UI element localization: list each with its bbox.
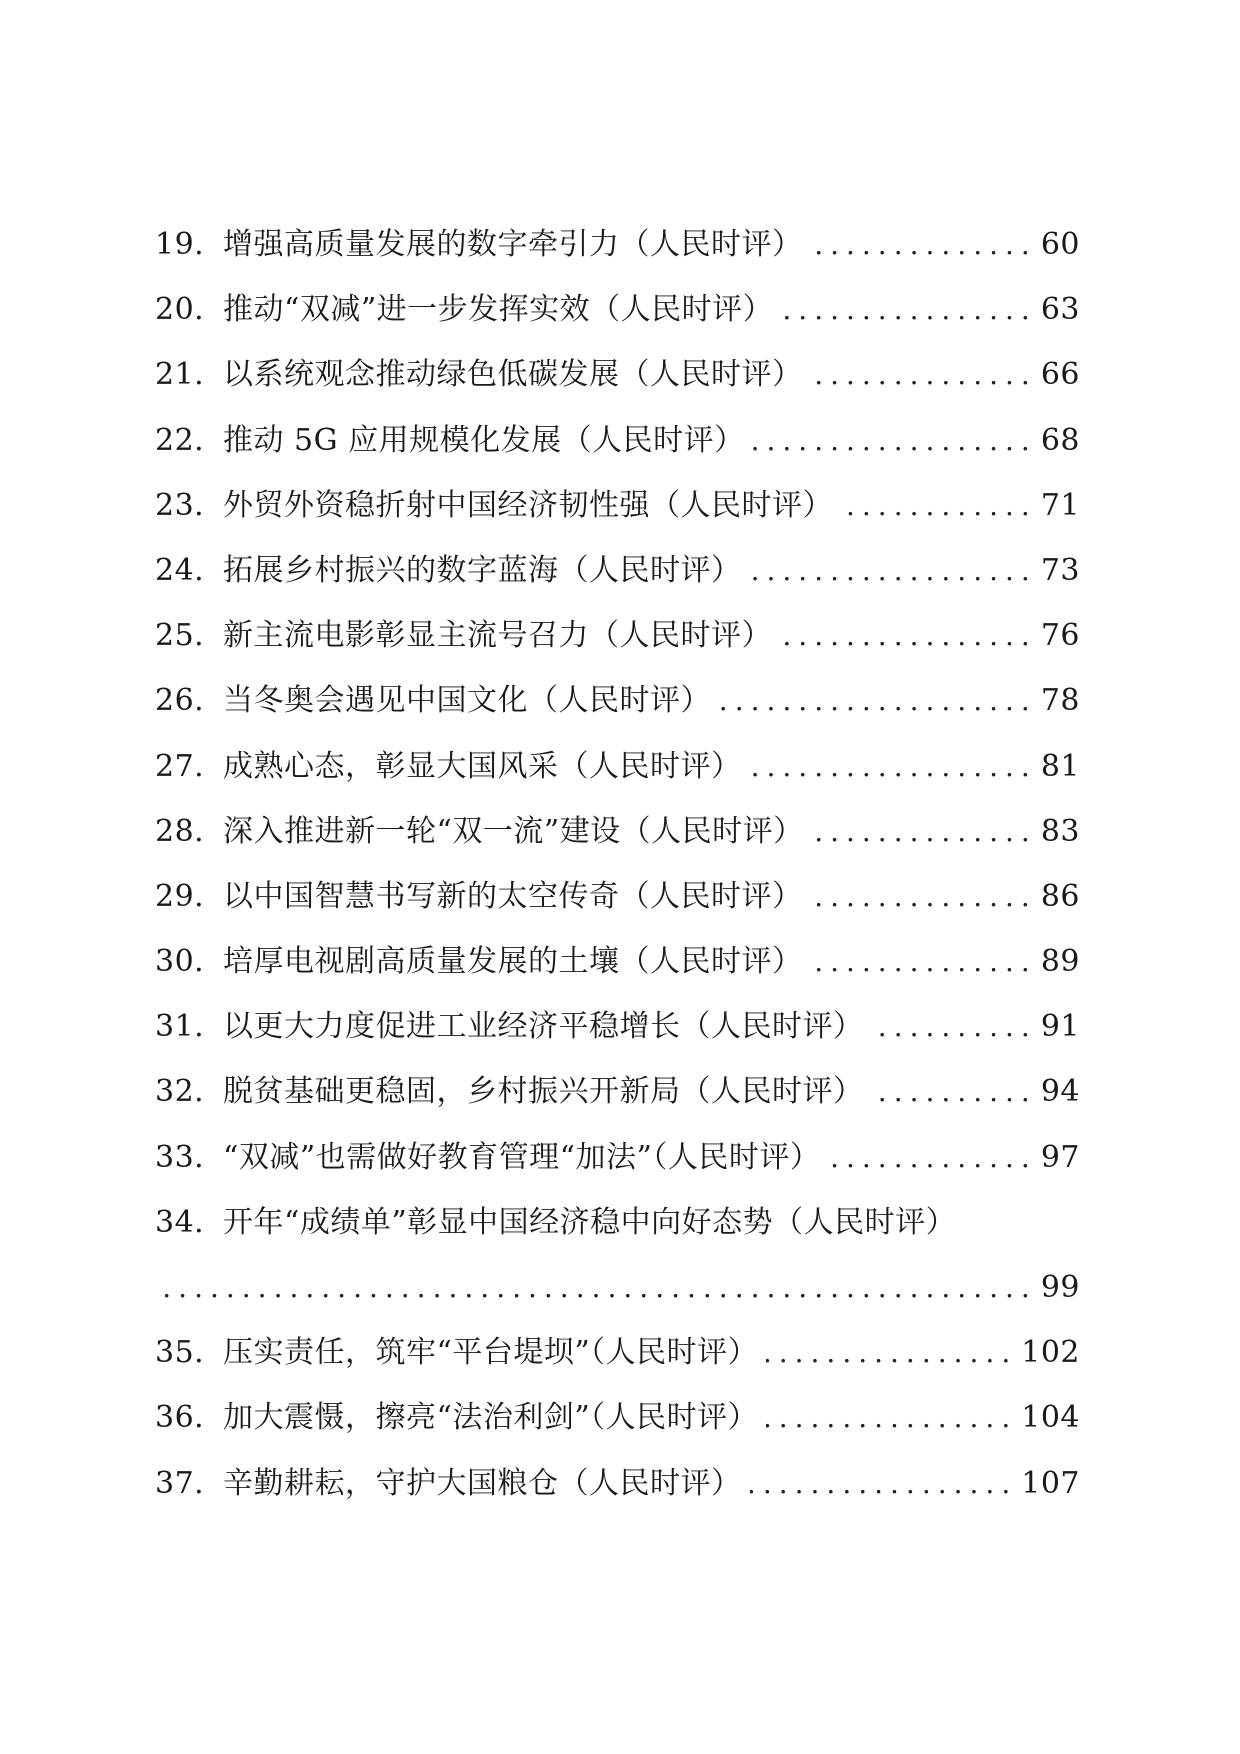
dot-leader — [719, 668, 1037, 733]
toc-entry-page: 66 — [1040, 357, 1080, 393]
toc-entry-page: 76 — [1040, 618, 1080, 654]
toc-entry-34[interactable] — [155, 1190, 1080, 1255]
toc-entry-19[interactable] — [155, 212, 1080, 277]
toc-entry-title: 以更大力度促进工业经济平稳增长（人民时评） — [223, 1009, 864, 1045]
toc-entry-number: 36. — [155, 1400, 205, 1436]
toc-entry-page: 73 — [1040, 552, 1080, 588]
toc-entry-number: 25. — [155, 618, 205, 654]
toc-entry-page: 99 — [1040, 1270, 1080, 1305]
table-of-contents — [155, 212, 1080, 1516]
toc-entry-36[interactable] — [155, 1385, 1080, 1450]
toc-entry-number: 24. — [155, 552, 205, 588]
toc-entry-title: 脱贫基础更稳固，乡村振兴开新局（人民时评） — [223, 1074, 864, 1110]
dot-leader — [766, 1320, 1017, 1385]
toc-entry-21[interactable] — [155, 342, 1080, 407]
toc-entry-25[interactable] — [155, 603, 1080, 668]
toc-entry-page: 91 — [1040, 1009, 1080, 1045]
toc-entry-number: 34. — [155, 1204, 205, 1240]
toc-entry-number: 37. — [155, 1465, 205, 1501]
toc-entry-title: 压实责任，筑牢“平台堤坝”（人民时评） — [223, 1335, 759, 1371]
toc-entry-34-continuation[interactable] — [155, 1255, 1080, 1320]
toc-entry-number: 32. — [155, 1074, 205, 1110]
dot-leader — [872, 994, 1037, 1059]
toc-entry-number: 35. — [155, 1335, 205, 1371]
toc-entry-35[interactable] — [155, 1320, 1080, 1385]
dot-leader — [811, 929, 1037, 994]
toc-entry-title: 当冬奥会遇见中国文化（人民时评） — [223, 683, 711, 719]
toc-entry-title: 新主流电影彰显主流号召力（人民时评） — [223, 618, 772, 654]
toc-entry-31[interactable] — [155, 994, 1080, 1059]
toc-entry-22[interactable] — [155, 408, 1080, 473]
toc-entry-20[interactable] — [155, 277, 1080, 342]
toc-entry-number: 23. — [155, 487, 205, 523]
toc-entry-title: 辛勤耕耘，守护大国粮仓（人民时评） — [223, 1465, 742, 1501]
dot-leader — [828, 1125, 1036, 1190]
dot-leader — [753, 408, 1037, 473]
toc-entry-number: 30. — [155, 944, 205, 980]
toc-entry-page: 83 — [1040, 813, 1080, 849]
toc-entry-title: 深入推进新一轮“双一流”建设（人民时评） — [223, 813, 804, 849]
toc-entry-number: 28. — [155, 813, 205, 849]
toc-entry-page: 63 — [1040, 292, 1080, 328]
toc-entry-number: 20. — [155, 292, 205, 328]
dot-leader — [812, 799, 1037, 864]
toc-entry-title: 推动 5G 应用规模化发展（人民时评） — [223, 422, 745, 458]
toc-entry-page: 81 — [1040, 748, 1080, 784]
dot-leader — [781, 277, 1037, 342]
toc-entry-33[interactable] — [155, 1125, 1080, 1190]
toc-entry-23[interactable] — [155, 473, 1080, 538]
dot-leader — [872, 1059, 1037, 1124]
toc-entry-title: 以系统观念推动绿色低碳发展（人民时评） — [223, 357, 803, 393]
toc-entry-title: 以中国智慧书写新的太空传奇（人民时评） — [223, 878, 803, 914]
toc-entry-title: 加大震慑，擦亮“法治利剑”（人民时评） — [223, 1400, 759, 1436]
toc-entry-number: 19. — [155, 227, 205, 262]
toc-entry-title: 成熟心态，彰显大国风采（人民时评） — [223, 748, 742, 784]
toc-entry-page: 71 — [1040, 487, 1080, 523]
dot-leader — [811, 212, 1037, 277]
toc-entry-24[interactable] — [155, 538, 1080, 603]
toc-entry-title: “双减”也需做好教育管理“加法”（人民时评） — [223, 1139, 821, 1175]
dot-leader — [780, 603, 1037, 668]
toc-entry-page: 104 — [1021, 1400, 1080, 1436]
toc-entry-page: 60 — [1040, 227, 1080, 262]
toc-entry-number: 21. — [155, 357, 205, 393]
toc-entry-title: 培厚电视剧高质量发展的土壤（人民时评） — [223, 944, 803, 980]
toc-entry-28[interactable] — [155, 799, 1080, 864]
dot-leader — [155, 1255, 1037, 1320]
dot-leader — [750, 1451, 1018, 1516]
dot-leader — [811, 342, 1037, 407]
toc-entry-32[interactable] — [155, 1059, 1080, 1124]
toc-entry-number: 31. — [155, 1009, 205, 1045]
toc-entry-page: 89 — [1040, 944, 1080, 980]
toc-entry-title: 开年“成绩单”彰显中国经济稳中向好态势（人民时评） — [223, 1204, 957, 1240]
toc-entry-page: 94 — [1040, 1074, 1080, 1110]
toc-entry-page: 86 — [1040, 878, 1080, 914]
toc-entry-30[interactable] — [155, 929, 1080, 994]
toc-entry-29[interactable] — [155, 864, 1080, 929]
toc-entry-26[interactable] — [155, 668, 1080, 733]
toc-entry-title: 外贸外资稳折射中国经济韧性强（人民时评） — [223, 487, 833, 523]
toc-entry-page: 107 — [1021, 1465, 1080, 1501]
dot-leader — [750, 538, 1037, 603]
toc-entry-37[interactable] — [155, 1451, 1080, 1516]
dot-leader — [811, 864, 1037, 929]
toc-entry-number: 33. — [155, 1139, 205, 1175]
toc-entry-page: 78 — [1040, 683, 1080, 719]
toc-entry-number: 27. — [155, 748, 205, 784]
toc-entry-page: 97 — [1040, 1139, 1080, 1175]
toc-entry-page: 102 — [1021, 1335, 1080, 1371]
dot-leader — [841, 473, 1037, 538]
toc-entry-title: 增强高质量发展的数字牵引力（人民时评） — [223, 227, 803, 262]
toc-entry-title: 拓展乡村振兴的数字蓝海（人民时评） — [223, 552, 742, 588]
dot-leader — [750, 734, 1037, 799]
dot-leader — [766, 1385, 1017, 1450]
toc-entry-title: 推动“双减”进一步发挥实效（人民时评） — [223, 292, 774, 328]
toc-entry-number: 29. — [155, 878, 205, 914]
toc-entry-number: 26. — [155, 683, 205, 719]
toc-entry-number: 22. — [155, 422, 205, 458]
toc-entry-27[interactable] — [155, 734, 1080, 799]
toc-entry-page: 68 — [1040, 422, 1080, 458]
